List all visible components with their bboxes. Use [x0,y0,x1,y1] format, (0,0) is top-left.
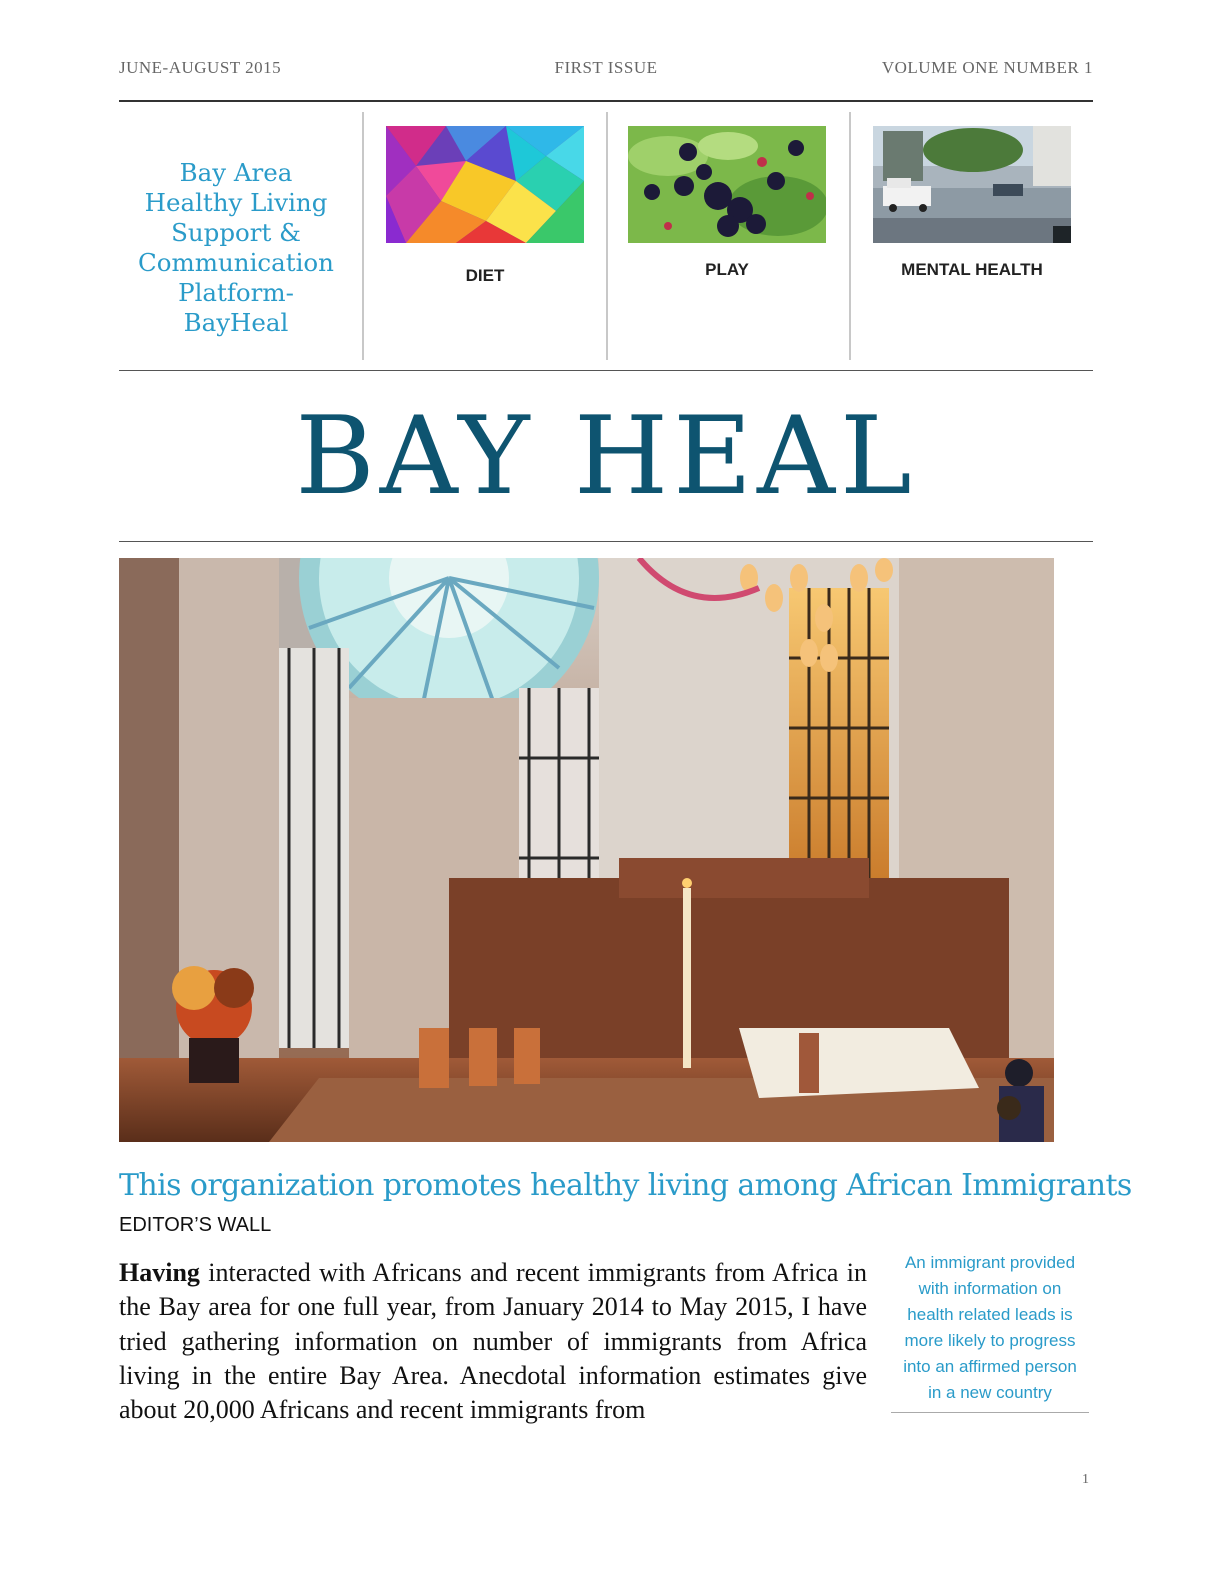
tagline [119,158,353,338]
column-divider [606,112,608,360]
newsletter-page [119,0,1132,1584]
pull-quote-line: An immigrant provided [904,1253,1076,1272]
diet-thumbnail[interactable] [386,126,584,243]
blackberries-image [628,126,826,243]
colorful-polygon-image [386,126,584,243]
title-divider [119,541,1093,542]
article-body [119,1256,867,1427]
section-mental-health-link[interactable]: MENTAL HEALTH [901,260,1043,279]
lead-word: Having [119,1258,200,1287]
column-divider [362,112,364,360]
issue-date: JUNE-AUGUST 2015 [119,58,282,77]
pull-quote [891,1250,1089,1406]
pull-quote-line: health related leads is [907,1305,1073,1324]
pull-quote-line: with information on [918,1279,1062,1298]
article-headline: This organization promotes healthy living among African Immigrants [119,1168,1132,1203]
column-divider [849,112,851,360]
hero-image [119,558,1054,1142]
article-body-text: interacted with Africans and recent immigrants from Africa in the Bay area for one full year, from January 2014 to May 2015, I have tried gathering information on number of immigrants from Africa living in the entire Bay Area. Anecdotal information estimates give about 20,000 Africans and recent immigrants from [119,1258,867,1425]
tagline-line: Healthy Living [144,188,328,217]
contents-row [119,112,1093,360]
section-label: EDITOR’S WALL [119,1214,272,1236]
tagline-line: Support & [171,218,301,247]
section-diet-link[interactable]: DIET [465,266,505,285]
masthead-divider [119,100,1093,102]
masthead [119,58,1093,82]
tagline-line: Platform- [178,278,294,307]
issue-label: FIRST ISSUE [554,58,658,77]
street-scene-image [873,126,1071,243]
cathedral-interior-photo [119,558,1054,1142]
contents-divider [119,370,1093,371]
pull-quote-line: more likely to progress [904,1331,1076,1350]
pull-quote-divider [891,1412,1089,1413]
mental-health-thumbnail[interactable] [873,126,1071,243]
tagline-line: BayHeal [183,308,289,337]
play-thumbnail[interactable] [628,126,826,243]
volume-number: VOLUME ONE NUMBER 1 [881,58,1093,77]
newsletter-title: BAY HEAL [295,394,917,519]
pull-quote-line: into an affirmed person [903,1357,1077,1376]
tagline-line: Bay Area [179,158,293,187]
section-play-link[interactable]: PLAY [705,260,749,279]
tagline-line: Communication [138,248,334,277]
pull-quote-line: in a new country [928,1383,1052,1402]
page-number: 1 [1082,1472,1089,1487]
